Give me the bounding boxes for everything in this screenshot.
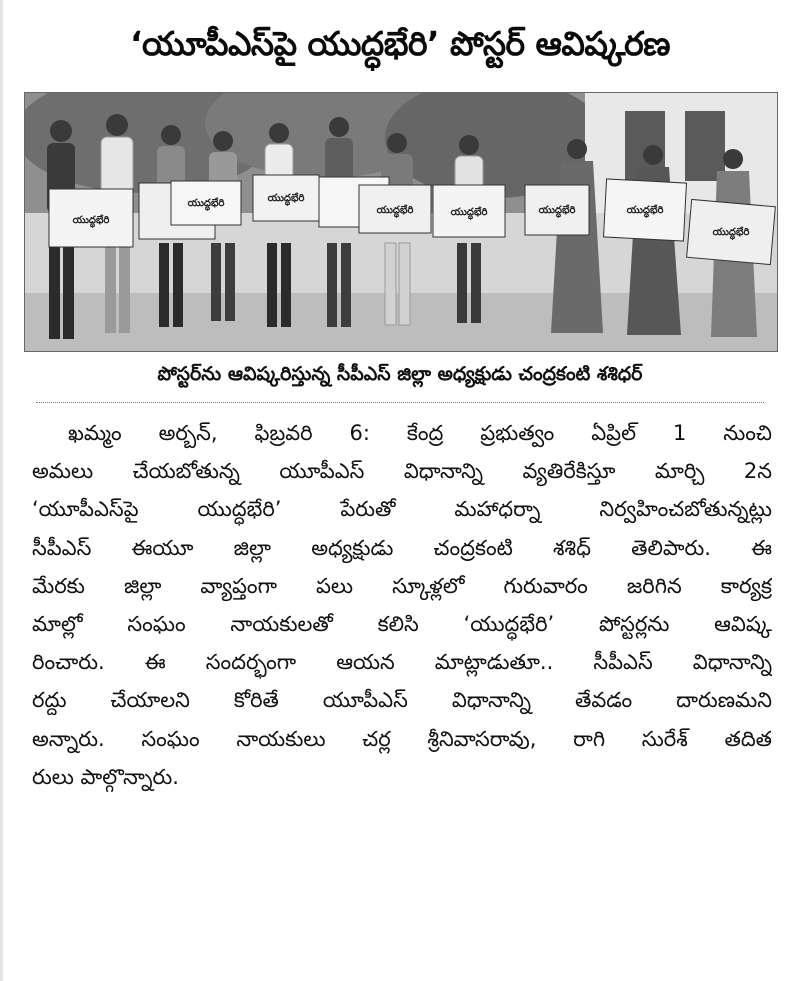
article-line: మాల్లో సంఘం నాయకులతో కలిసి ‘యుద్ధభేరి’ పోస్టర్లను ఆవిష్క (32, 611, 772, 636)
article-line: అన్నారు. సంఘం నాయకులు చర్ల శ్రీనివాసరావు, రాగి సురేశ్‌ తదిత (32, 726, 772, 751)
poster-text: యుద్ధభేరి (267, 193, 305, 204)
news-photo (24, 92, 778, 352)
scan-edge (0, 0, 3, 981)
headline: ‘యూపీఎస్‌పై యుద్ధభేరి’ పోస్టర్‌ ఆవిష్కరణ (130, 24, 670, 63)
article-line: రించారు. ఈ సందర్భంగా ఆయన మాట్లాడుతూ.. సీపీఎస్‌ విధానాన్ని (32, 650, 772, 675)
poster-text: యుద్ధభేరి (538, 205, 576, 216)
article-line: సీపీఎస్‌ ఈయూ జిల్లా అధ్యక్షుడు చంద్రకంటి శశిధ్‌ తెలిపారు. ఈ (32, 535, 772, 560)
group-photo-illustration (25, 93, 777, 351)
poster-text: యుద్ధభేరి (72, 215, 110, 226)
poster-text: యుద్ధభేరి (187, 198, 225, 209)
article-line: మేరకు జిల్లా వ్యాప్తంగా పలు స్కూళ్లలో గురువారం జరిగిన కార్యక్ర (32, 573, 772, 598)
poster-text: యుద్ధభేరి (450, 207, 488, 218)
photo-caption: పోస్టర్‌ను ఆవిష్కరిస్తున్న సీపీఎస్‌ జిల్లా అధ్యక్షుడు చంద్రకంటి శశిధర్‌ (157, 363, 643, 385)
article-body (32, 414, 772, 874)
article-line: ఖమ్మం అర్బన్‌, ఫిబ్రవరి 6: కేంద్ర ప్రభుత్వం ఏప్రిల్‌ 1 నుంచి (68, 421, 772, 445)
article-line: రులు పాల్గొన్నారు. (32, 764, 179, 789)
article-line: అమలు చేయబోతున్న యూపీఎస్‌ విధానాన్ని వ్యతిరేకిస్తూ మార్చి 2న (32, 459, 772, 484)
poster-text: యుద్ధభేరి (712, 227, 750, 238)
poster-text: యుద్ధభేరి (376, 205, 414, 216)
divider (36, 402, 764, 403)
article-line: రద్దు చేయాలని కోరితే యూపీఎస్‌ విధానాన్ని తేవడం దారుణమని (32, 688, 772, 713)
poster-text: యుద్ధభేరి (626, 205, 664, 216)
article-line: ‘యూపీఎస్‌పై యుద్ధభేరి’ పేరుతో మహాధర్నా నిర్వహించబోతున్నట్లు (32, 497, 772, 522)
